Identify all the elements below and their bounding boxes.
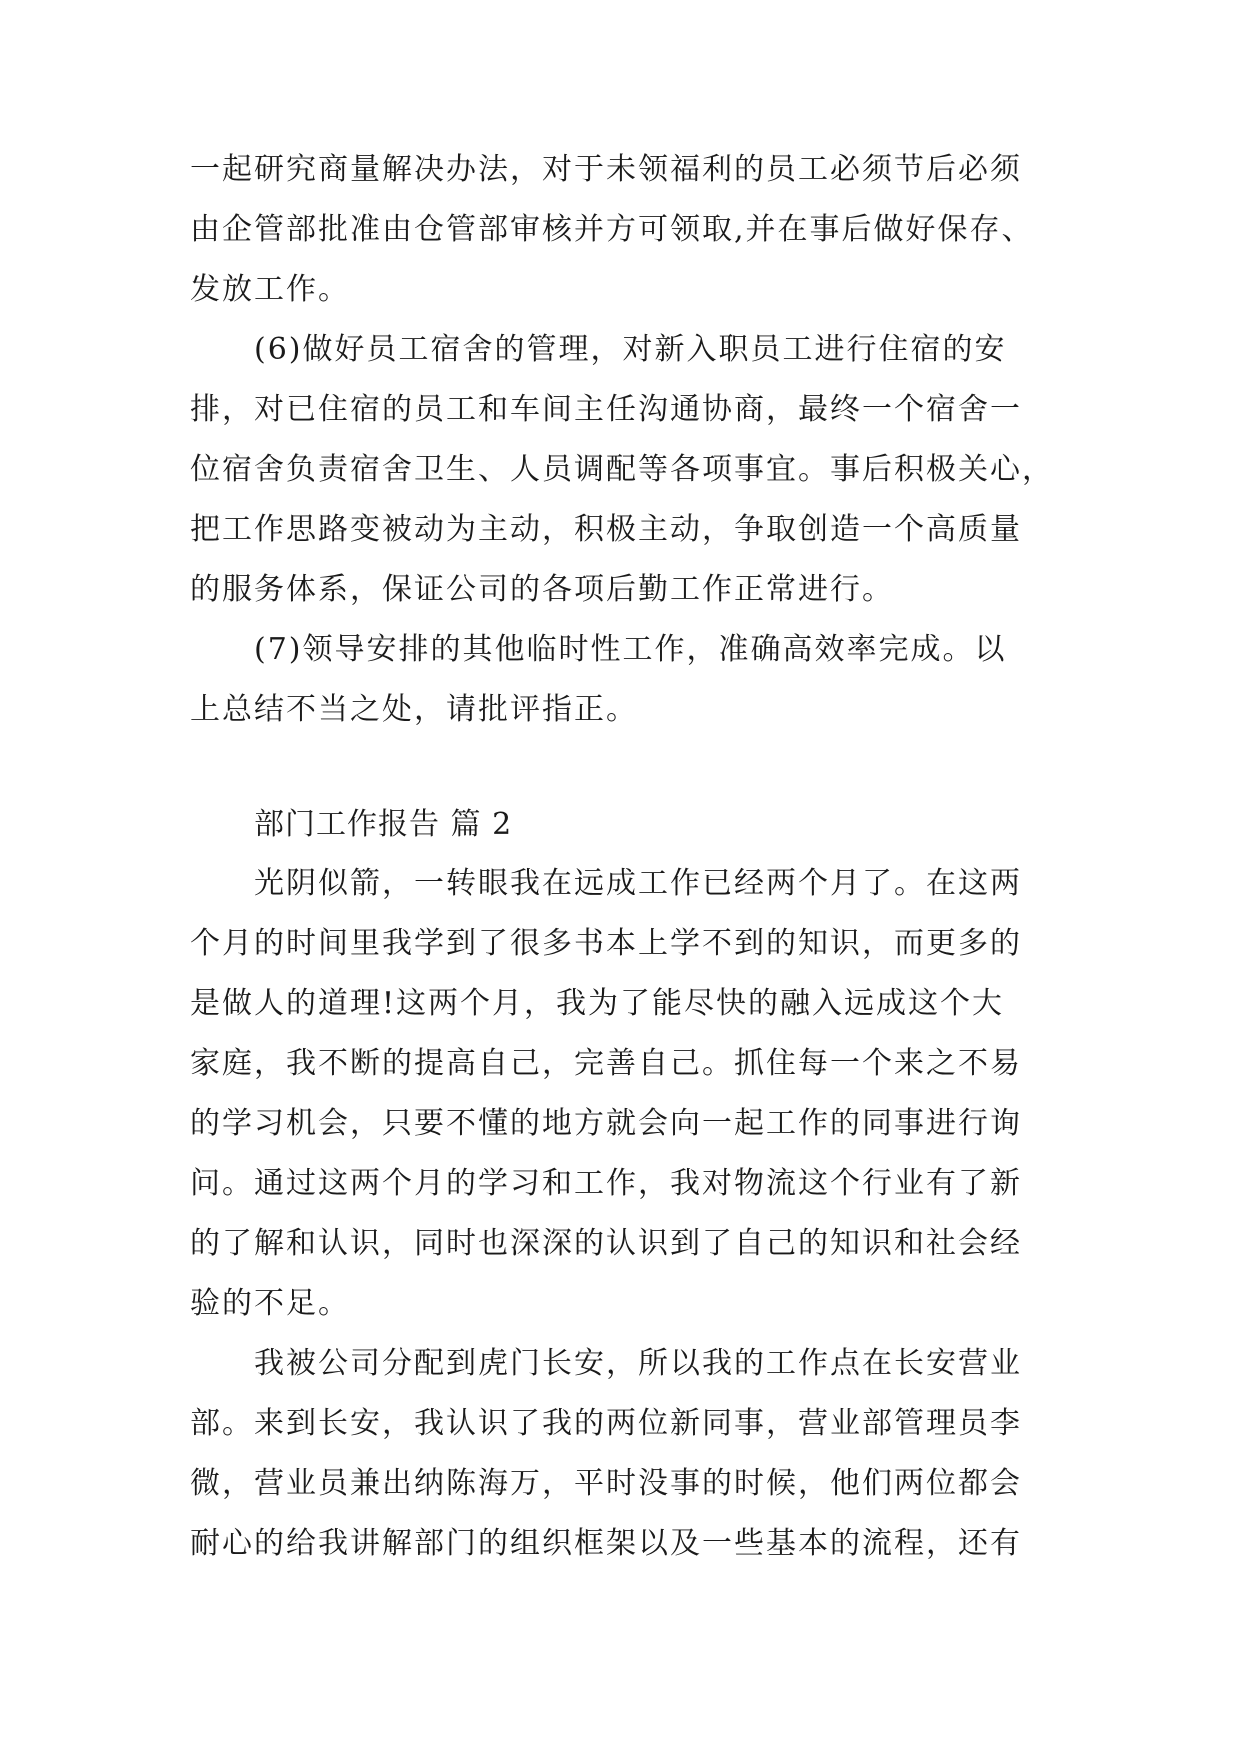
text-line: 位宿舍负责宿舍卫生、人员调配等各项事宜。事后积极关心， bbox=[190, 452, 1054, 487]
paragraph-start-line: (7)领导安排的其他临时性工作，准确高效率完成。以 bbox=[254, 632, 1007, 667]
text-line: 部。来到长安，我认识了我的两位新同事，营业部管理员李 bbox=[190, 1406, 1022, 1441]
text-line: 把工作思路变被动为主动，积极主动，争取创造一个高质量 bbox=[190, 512, 1022, 547]
text-line: 是做人的道理!这两个月，我为了能尽快的融入远成这个大 bbox=[190, 986, 1005, 1021]
text-line: 问。通过这两个月的学习和工作，我对物流这个行业有了新 bbox=[190, 1166, 1022, 1201]
paragraph-start-line: 光阴似箭，一转眼我在远成工作已经两个月了。在这两 bbox=[254, 866, 1022, 901]
text-line: 家庭，我不断的提高自己，完善自己。抓住每一个来之不易 bbox=[190, 1046, 1022, 1081]
text-line: 耐心的给我讲解部门的组织框架以及一些基本的流程，还有 bbox=[190, 1526, 1022, 1561]
section-heading: 部门工作报告 篇 2 bbox=[254, 807, 513, 842]
text-line: 上总结不当之处，请批评指正。 bbox=[190, 692, 638, 727]
paragraph-start-line: (6)做好员工宿舍的管理，对新入职员工进行住宿的安 bbox=[254, 332, 1007, 367]
text-line: 的了解和认识，同时也深深的认识到了自己的知识和社会经 bbox=[190, 1226, 1022, 1261]
text-line: 发放工作。 bbox=[190, 272, 350, 307]
text-line: 一起研究商量解决办法，对于未领福利的员工必须节后必须 bbox=[190, 152, 1022, 187]
text-line: 的服务体系，保证公司的各项后勤工作正常进行。 bbox=[190, 572, 894, 607]
text-line: 个月的时间里我学到了很多书本上学不到的知识，而更多的 bbox=[190, 926, 1022, 961]
text-line: 验的不足。 bbox=[190, 1286, 350, 1321]
text-line: 由企管部批准由仓管部审核并方可领取,并在事后做好保存、 bbox=[190, 212, 1034, 247]
text-line: 的学习机会，只要不懂的地方就会向一起工作的同事进行询 bbox=[190, 1106, 1022, 1141]
text-line: 排，对已住宿的员工和车间主任沟通协商，最终一个宿舍一 bbox=[190, 392, 1022, 427]
text-line: 微，营业员兼出纳陈海万，平时没事的时候，他们两位都会 bbox=[190, 1466, 1022, 1501]
paragraph-start-line: 我被公司分配到虎门长安，所以我的工作点在长安营业 bbox=[254, 1346, 1022, 1381]
